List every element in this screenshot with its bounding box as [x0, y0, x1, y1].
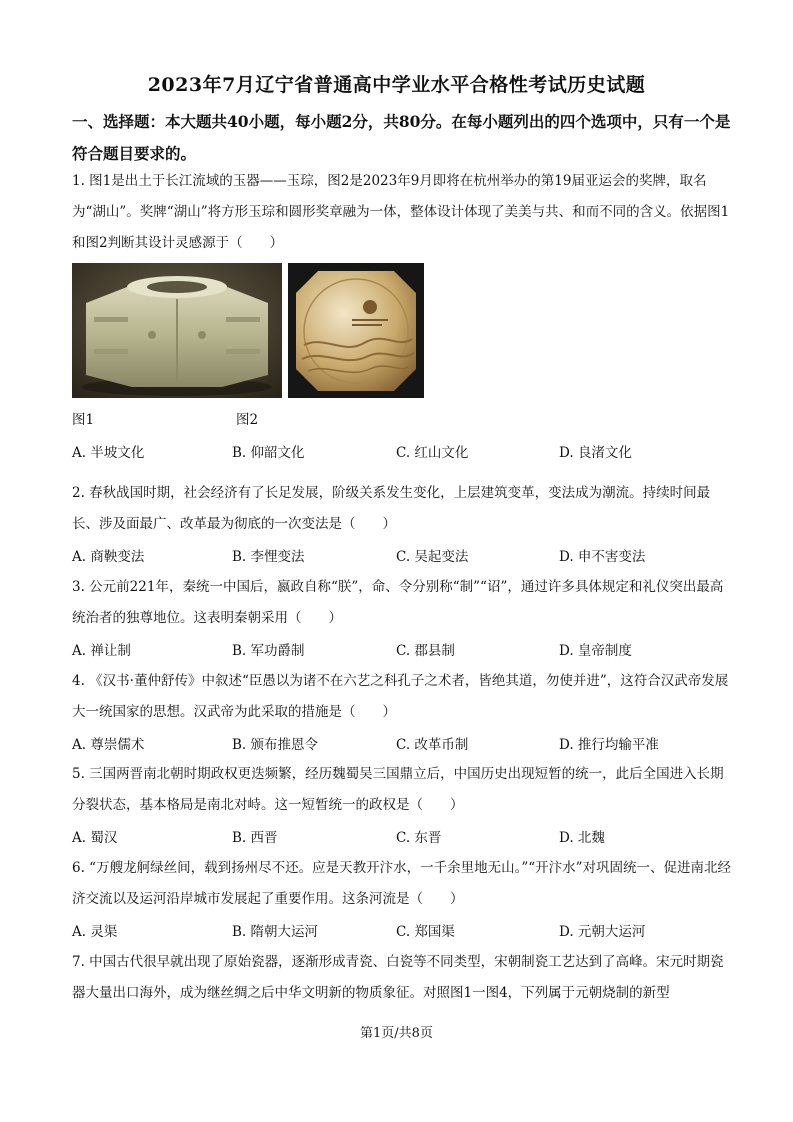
option-d[interactable]: D. 推行均输平准 [559, 737, 659, 753]
question-7-stem: 7. 中国古代很早就出现了原始瓷器，逐渐形成青瓷、白瓷等不同类型，宋朝制瓷工艺达到了高峰。宋元时期瓷器大量出口海外，成为继丝绸之后中华文明新的物质象征。对照图1一图4，下列属于元朝烧制的新型 [72, 954, 724, 1001]
question-5-stem: 5. 三国两晋南北朝时期政权更迭频繁，经历魏蜀吴三国鼎立后，中国历史出现短暂的统一，此后全国进入长期分裂状态，基本格局是南北对峙。这一短暂统一的政权是（ ） [72, 766, 724, 813]
section-heading: 一、选择题：本大题共40小题，每小题2分，共80分。在每小题列出的四个选项中，只有一个是符合题目要求的。 [72, 112, 731, 163]
option-a[interactable]: A. 尊崇儒术 [72, 737, 145, 753]
question-6-stem: 6. “万艘龙舸绿丝间，载到扬州尽不还。应是天教开汴水，一千余里地无山。”“开汴水”对巩固统一、促进南北经济交流以及运河沿岸城市发展起了重要作用。这条河流是（ ） [72, 860, 732, 907]
option-c[interactable]: C. 东晋 [396, 830, 442, 846]
option-c[interactable]: C. 郑国渠 [396, 924, 455, 940]
option-c[interactable]: C. 郡县制 [396, 643, 455, 659]
option-a[interactable]: A. 灵渠 [72, 924, 118, 940]
jade-cong-image [72, 263, 282, 398]
option-d[interactable]: D. 申不害变法 [559, 549, 646, 565]
option-d[interactable]: D. 北魏 [559, 830, 605, 846]
question-4-options [72, 733, 732, 757]
option-a[interactable]: A. 商鞅变法 [72, 549, 145, 565]
option-c[interactable]: C. 改革币制 [396, 737, 469, 753]
page-footer: 第1页/共8页 [360, 1026, 433, 1041]
question-1-stem: 1. 图1是出土于长江流域的玉器——玉琮，图2是2023年9月即将在杭州举办的第19届亚运会的奖牌，取名为“湖山”。奖牌“湖山”将方形玉琮和圆形奖章融为一体，整体设计体现了美美与共、和而不同的含义。依据图1和图2判断其设计灵感源于（ ） [72, 173, 730, 251]
question-3-stem: 3. 公元前221年，秦统一中国后，嬴政自称“朕”，命、令分别称“制”“诏”，通过许多具体规定和礼仪突出最高统治者的独尊地位。这表明秦朝采用（ ） [72, 579, 724, 626]
option-b[interactable]: B. 李悝变法 [232, 549, 305, 565]
figure-1-jade-cong [72, 263, 282, 398]
option-c[interactable]: C. 吴起变法 [396, 549, 469, 565]
figure-1-caption: 图1 [72, 412, 95, 428]
option-b[interactable]: B. 仰韶文化 [232, 445, 305, 461]
question-1-options [72, 441, 732, 465]
question-2-stem: 2. 春秋战国时期，社会经济有了长足发展，阶级关系发生变化，上层建筑变革，变法成为潮流。持续时间最长、涉及面最广、改革最为彻底的一次变法是（ ） [72, 485, 711, 532]
hushan-medal-image [288, 263, 424, 398]
option-a[interactable]: A. 禅让制 [72, 643, 131, 659]
question-2-options [72, 545, 732, 569]
question-5-options [72, 826, 732, 850]
option-b[interactable]: B. 颁布推恩令 [232, 737, 319, 753]
option-b[interactable]: B. 隋朝大运河 [232, 924, 319, 940]
option-b[interactable]: B. 军功爵制 [232, 643, 305, 659]
exam-title: 2023年7月辽宁省普通高中学业水平合格性考试历史试题 [147, 74, 646, 96]
option-b[interactable]: B. 西晋 [232, 830, 278, 846]
question-6-options [72, 920, 732, 944]
option-d[interactable]: D. 良渚文化 [559, 445, 632, 461]
option-c[interactable]: C. 红山文化 [396, 445, 469, 461]
option-d[interactable]: D. 元朝大运河 [559, 924, 646, 940]
option-d[interactable]: D. 皇帝制度 [559, 643, 632, 659]
figure-2-caption: 图2 [236, 412, 259, 428]
option-a[interactable]: A. 蜀汉 [72, 830, 118, 846]
question-4-stem: 4. 《汉书·董仲舒传》中叙述“臣愚以为诸不在六艺之科孔子之术者，皆绝其道，勿使并进”，这符合汉武帝发展大一统国家的思想。汉武帝为此采取的措施是（ ） [72, 673, 729, 720]
question-3-options [72, 639, 732, 663]
option-a[interactable]: A. 半坡文化 [72, 445, 145, 461]
figure-2-medal [288, 263, 424, 398]
